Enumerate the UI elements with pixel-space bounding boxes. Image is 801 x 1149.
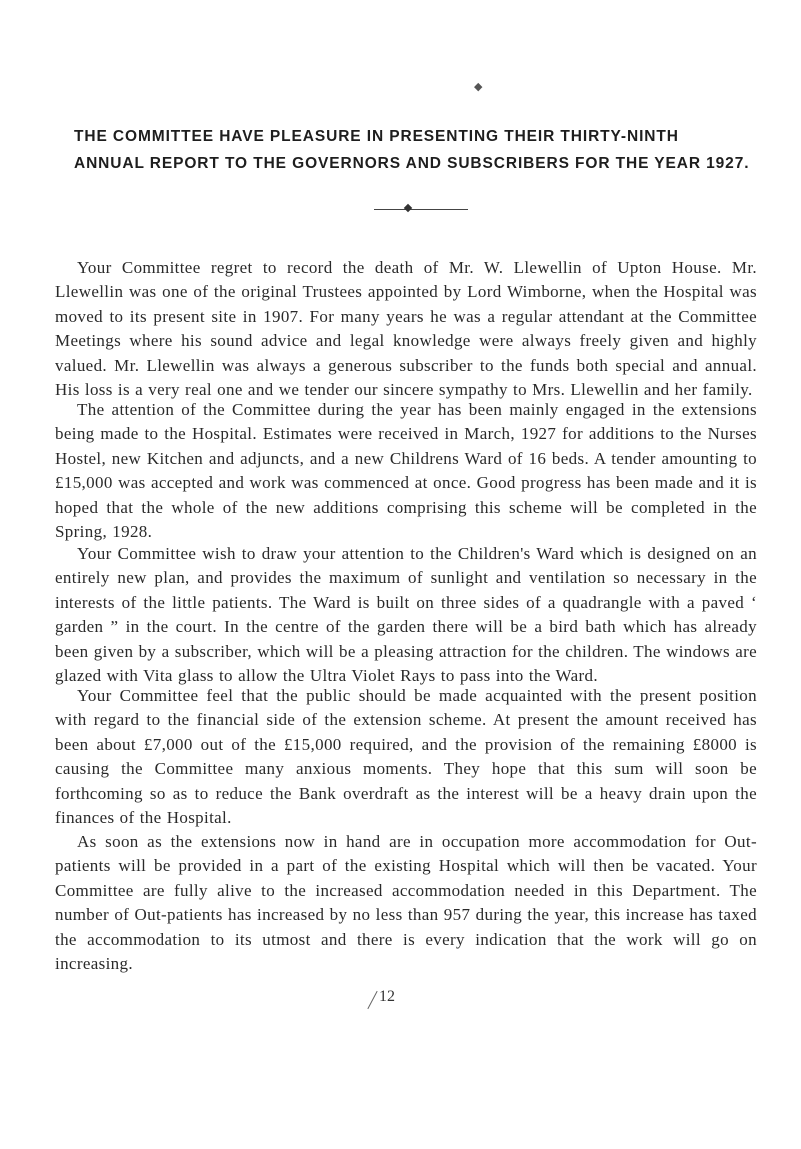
print-speck: ◆ xyxy=(474,81,483,93)
heading-line-2: ANNUAL REPORT TO THE GOVERNORS AND SUBSCRIBERS FOR THE YEAR 1927. xyxy=(74,155,750,172)
paragraph-out-patients: As soon as the extensions now in hand are in occupation more accommodation for Out-patients will be provided in a part of the existing Hospital which will then be vacated. Your Committee are fully alive to the increased accommodation needed in this Department. The number of Out-patients has increased by no less than 957 during the year, this increase has taxed the accommodation to its utmost and there is every indication that the work will go on increasing. xyxy=(55,832,757,974)
pencil-mark xyxy=(367,991,377,1009)
paragraph-extensions: The attention of the Committee during the year has been mainly engaged in the extensions being made to the Hospital. Estimates were received in March, 1927 for additions to the Nurses Hostel, new Kitchen and adjuncts, and a new Childrens Ward of 16 beds. A tender amounting to £15,000 was accepted and work was commenced at once. Good progress has been made and it is hoped that the whole of the new additions comprising this scheme will be completed in the Spring, 1928. xyxy=(55,400,757,542)
paragraph-childrens-ward: Your Committee wish to draw your attention to the Children's Ward which is designed on an entirely new plan, and provides the maximum of sunlight and ventilation so necessary in the interests of the little patients. The Ward is built on three sides of a quadrangle with a paved ‘ garden ” in the court. In the centre of the garden there will be a bird bath which has already been given by a subscriber, which will be a pleasing attraction for the children. The windows are glazed with Vita glass to allow the Ultra Violet Rays to pass into the Ward. xyxy=(55,544,757,686)
divider-diamond-icon xyxy=(404,204,412,212)
heading-line-1: THE COMMITTEE HAVE PLEASURE IN PRESENTING THEIR THIRTY-NINTH xyxy=(74,128,679,145)
page-number: 12 xyxy=(379,988,395,1005)
section-divider xyxy=(374,209,468,210)
paragraph-obituary: Your Committee regret to record the death of Mr. W. Llewellin of Upton House. Mr. Llewellin was one of the original Trustees appointed by Lord Wimborne, when the Hospital was moved to its present site in 1907. For many years he was a regular attendant at the Committee Meetings where his sound advice and legal knowledge were always freely given and highly valued. Mr. Llewellin was always a generous subscriber to the funds both special and annual. His loss is a very real one and we tender our sincere sympathy to Mrs. Llewellin and her family. xyxy=(55,258,757,400)
paragraph-finances: Your Committee feel that the public should be made acquainted with the present position with regard to the financial side of the extension scheme. At present the amount received has been about £7,000 out of the £15,000 required, and the provision of the remaining £8000 is causing the Committee many anxious moments. They hope that this sum will soon be forthcoming so as to reduce the Bank overdraft as the interest will be a heavy drain upon the finances of the Hospital. xyxy=(55,686,757,828)
report-heading xyxy=(74,123,754,177)
